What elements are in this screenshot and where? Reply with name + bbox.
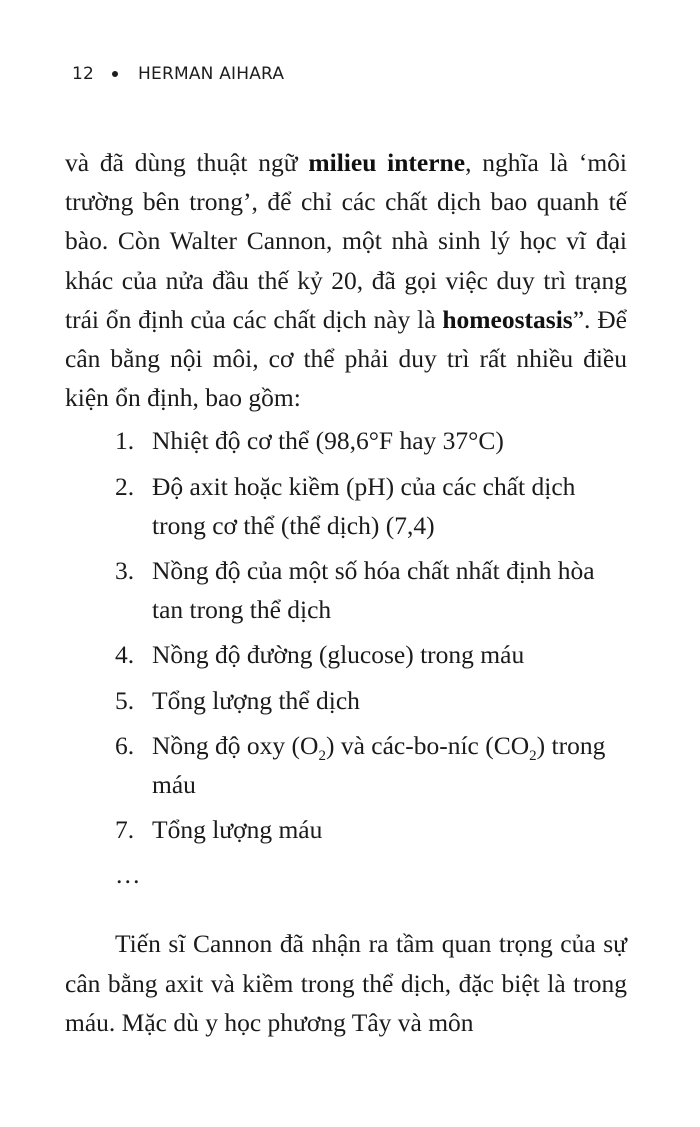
list-item xyxy=(65,551,627,629)
list-item xyxy=(65,635,627,674)
list-text-part: ) trong máu xyxy=(152,730,606,800)
paragraph-text: ”. Để cân bằng nội môi, cơ thể phải duy trì rất nhiều điều kiện ổn định, bao gồm: xyxy=(65,304,627,413)
list-item xyxy=(65,421,627,460)
list-text xyxy=(152,731,605,799)
bullet-separator-icon xyxy=(112,71,118,77)
subscript: 2 xyxy=(318,747,326,764)
list-number: 2. xyxy=(115,471,135,501)
list-item xyxy=(65,467,627,545)
conditions-list xyxy=(65,421,627,849)
list-item xyxy=(65,681,627,720)
author-name: HERMAN AIHARA xyxy=(138,64,285,84)
list-ellipsis: … xyxy=(115,860,143,890)
list-text: Nhiệt độ cơ thể (98,6°F hay 37°C) xyxy=(152,426,504,456)
list-text-part: ) và các-bo-níc (CO xyxy=(325,730,530,760)
list-number: 5. xyxy=(115,685,135,715)
paragraph-text: , nghĩa là ‘môi trường bên trong’, để chỉ các chất dịch bao quanh tế bào. Còn Walter Cannon, một nhà sinh lý học vĩ đại khác của nửa đầu thế kỷ 20, đã gọi việc duy trì trạng trái ổn định của các chất dịch này là xyxy=(65,148,628,334)
list-text: Độ axit hoặc kiềm (pH) của các chất dịch trong cơ thể (thể dịch) (7,4) xyxy=(152,471,576,540)
list-number: 6. xyxy=(115,730,135,760)
subscript: 2 xyxy=(529,747,537,764)
term-homeostasis: homeostasis xyxy=(442,304,573,334)
list-number: 3. xyxy=(115,556,135,586)
paragraph-intro xyxy=(65,143,627,417)
paragraph-spacer xyxy=(65,894,627,924)
list-number: 7. xyxy=(115,815,135,845)
term-milieu-interne: milieu interne xyxy=(308,148,466,177)
list-text-part: Nồng độ oxy (O xyxy=(152,730,319,760)
list-number: 4. xyxy=(115,640,135,670)
list-text: Nồng độ của một số hóa chất nhất định hòa tan trong thể dịch xyxy=(152,556,595,625)
paragraph-text: và đã dùng thuật ngữ xyxy=(65,148,309,177)
list-text: Nồng độ đường (glucose) trong máu xyxy=(152,640,525,670)
paragraph-cannon: Tiến sĩ Cannon đã nhận ra tầm quan trọng của sự cân bằng axit và kiềm trong thể dịch, đặc biệt là trong máu. Mặc dù y học phương Tây và môn xyxy=(65,929,627,1037)
list-text: Tổng lượng máu xyxy=(152,815,323,845)
list-item xyxy=(65,726,627,804)
list-text: Tổng lượng thể dịch xyxy=(152,685,360,715)
body-text xyxy=(65,143,627,1042)
page-number: 12 xyxy=(72,64,95,84)
running-header xyxy=(72,64,284,84)
list-item xyxy=(65,810,627,849)
list-number: 1. xyxy=(115,426,135,456)
